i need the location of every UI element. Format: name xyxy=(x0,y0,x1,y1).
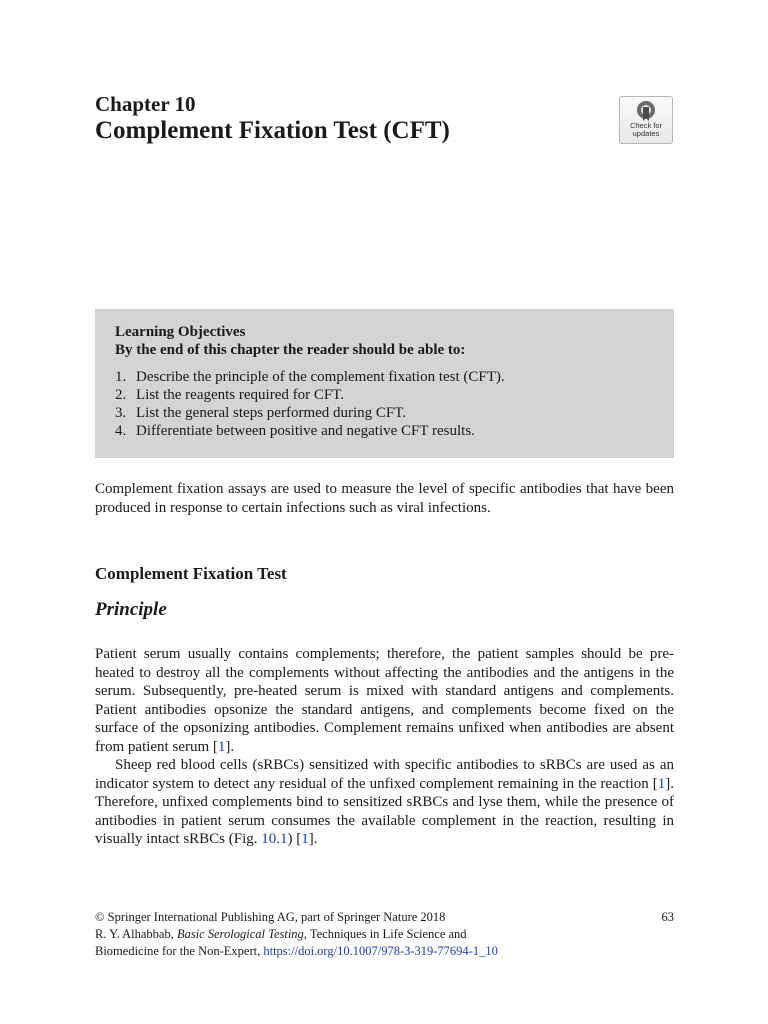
check-for-updates-badge[interactable] xyxy=(619,96,673,144)
intro-paragraph: Complement fixation assays are used to measure the level of specific antibodies that have been produced in response to certain infections such as viral infections. xyxy=(95,481,674,516)
series-name: , Techniques in Life Science and xyxy=(303,927,467,941)
objective-number: 1. xyxy=(115,369,127,385)
objective-number: 4. xyxy=(115,423,127,439)
chapter-label: Chapter 10 xyxy=(95,92,196,116)
objectives-heading: Learning Objectives xyxy=(115,324,246,340)
paragraph-text: ]. xyxy=(225,738,235,755)
paragraph-text: ]. xyxy=(308,831,318,847)
doi-link[interactable]: https://doi.org/10.1007/978-3-319-77694-1_10 xyxy=(263,944,498,958)
objective-number: 3. xyxy=(115,405,127,421)
citation-line xyxy=(95,926,674,943)
section-heading: Complement Fixation Test xyxy=(95,564,287,583)
citation-link[interactable]: 1 xyxy=(217,738,226,755)
badge-text-line2: updates xyxy=(632,129,660,138)
citation-link[interactable]: 1 xyxy=(301,831,309,847)
subsection-heading: Principle xyxy=(95,599,167,620)
objectives-subheading: By the end of this chapter the reader should be able to: xyxy=(115,342,466,358)
chapter-title: Complement Fixation Test (CFT) xyxy=(95,117,450,144)
page-number: 63 xyxy=(661,910,674,924)
series-line xyxy=(95,943,674,960)
learning-objectives-box xyxy=(95,309,674,458)
paragraph-text: Sheep red blood cells (sRBCs) sensitized with specific antibodies to sRBCs are used as an indicator system to detect any residual of the unfixed complement remaining in the reaction [ xyxy=(95,757,674,792)
page-footer xyxy=(95,909,674,960)
objective-text: List the reagents required for CFT. xyxy=(136,387,344,403)
objective-item xyxy=(115,386,674,404)
objective-item xyxy=(115,404,674,422)
badge-text-line1: Check for xyxy=(629,121,663,130)
figure-link[interactable]: 10.1 xyxy=(261,831,288,847)
paragraph-text: ) [ xyxy=(287,831,302,847)
objective-text: Differentiate between positive and negative CFT results. xyxy=(136,423,475,439)
author-name: R. Y. Alhabbab, xyxy=(95,927,177,941)
principle-paragraph-1 xyxy=(95,645,674,756)
objective-text: Describe the principle of the complement fixation test (CFT). xyxy=(136,369,505,385)
paragraph-text: Patient serum usually contains complements; therefore, the patient samples should be pre-heated to destroy all the complements without affecting the antibodies and the antigens in the serum. Subsequently, pre-heated serum is mixed with standard antigens and complements. Patient antibodies opsonize the standard antigens, and complements become fixed on the surface of the opsonizing antibodies. Complement remains unfixed when antibodies are absent from patient serum [ xyxy=(95,646,674,755)
copyright-line: © Springer International Publishing AG, part of Springer Nature 2018 xyxy=(95,910,446,924)
series-name-cont: Biomedicine for the Non-Expert, xyxy=(95,944,264,958)
citation-link[interactable]: 1 xyxy=(657,775,666,792)
paragraph-text: ]. Therefore, unfixed complements bind to sensitized sRBCs and lyse them, while the presence of antibodies in patient serum consumes the available complement in the reaction, resulting in visually intact sRBCs (Fig. xyxy=(95,775,674,847)
objective-text: List the general steps performed during CFT. xyxy=(136,405,407,421)
objectives-list xyxy=(115,368,674,440)
objective-item xyxy=(115,422,674,440)
objective-number: 2. xyxy=(115,387,127,403)
objective-item xyxy=(115,368,674,386)
check-for-updates-icon xyxy=(636,100,656,122)
book-title: Basic Serological Testing xyxy=(176,927,304,941)
principle-paragraph-2 xyxy=(95,756,674,849)
